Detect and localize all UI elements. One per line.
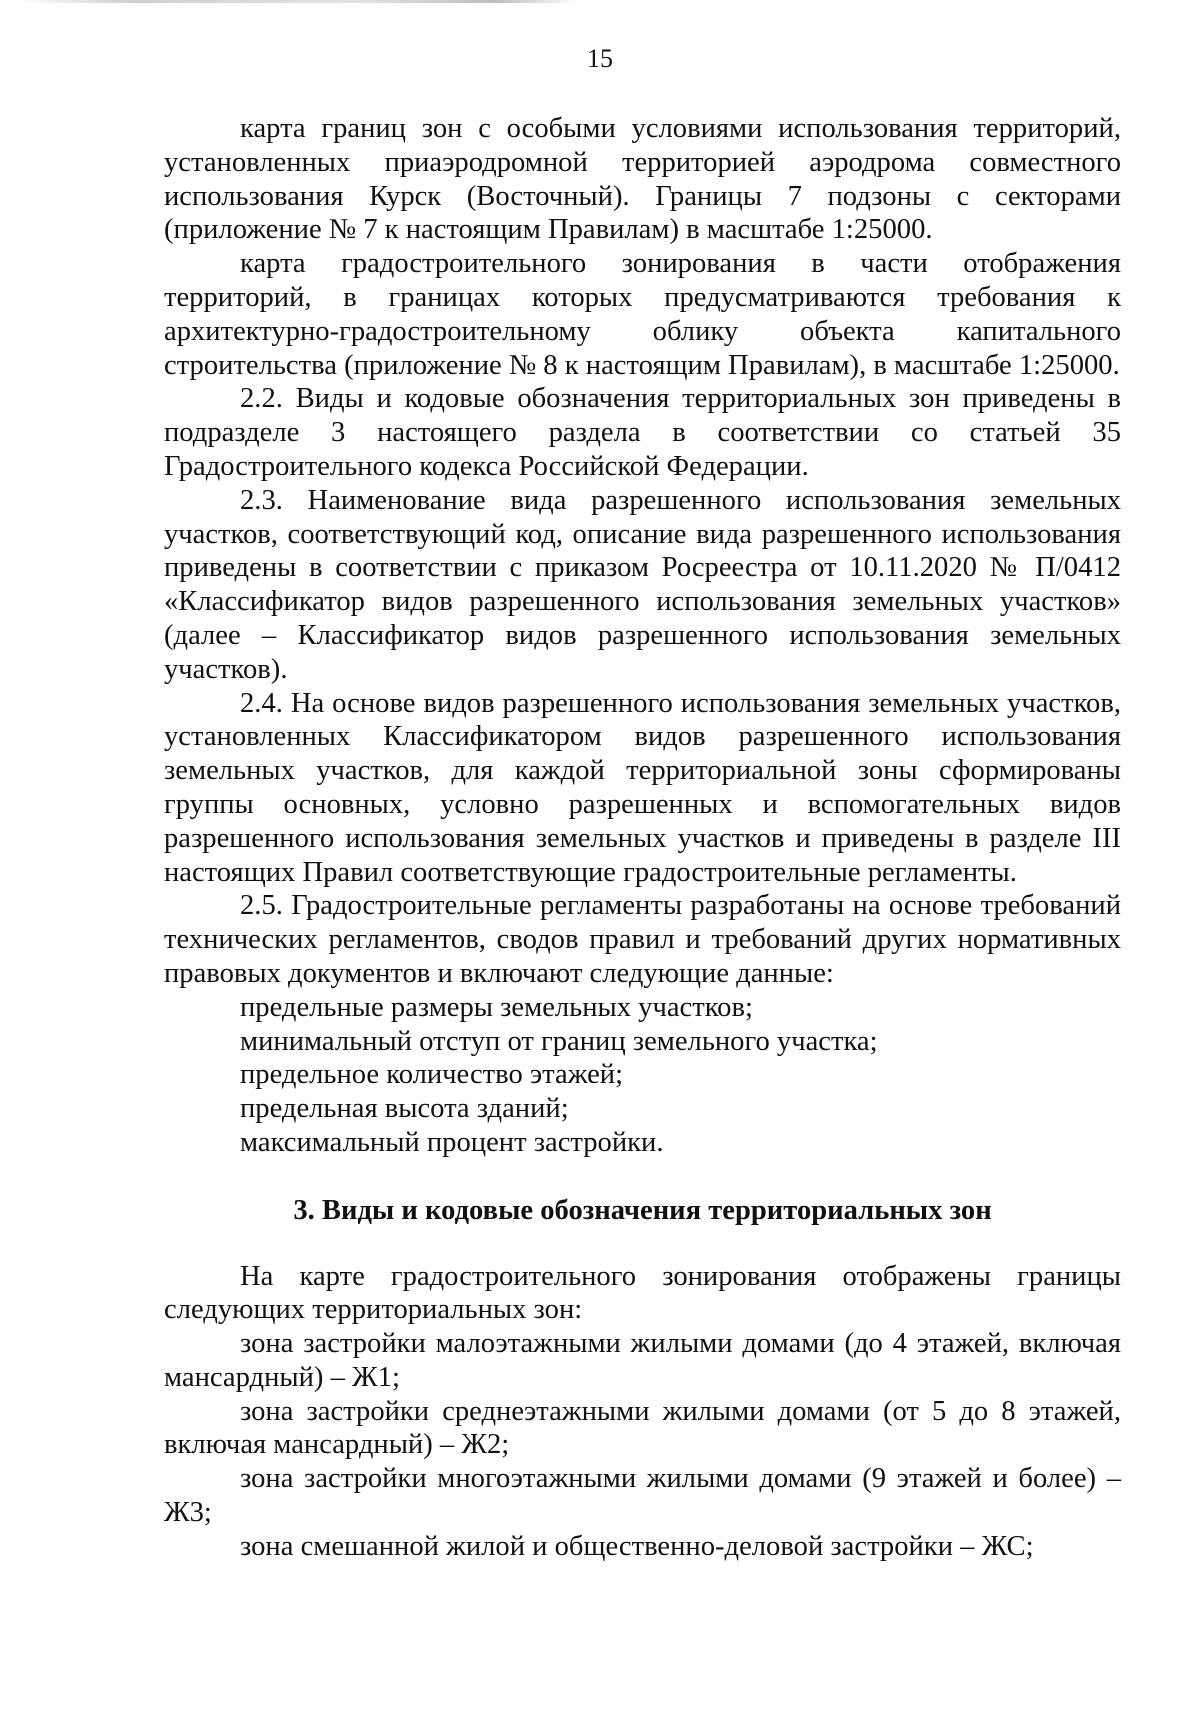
list-item: предельная высота зданий; (240, 1093, 569, 1125)
body-paragraph: 2.3. Наименование вида разрешенного использования земельных участков, соответствующий код, описание вида разрешенного использования приведены в соответствии с приказом Росреестра от 10.11.2020 № П/0412 «Классификатор видов разрешенного использования земельных участков» (далее – Классификатор видов разрешенного использования земельных участков). (164, 484, 1121, 685)
zone-list-item: зона застройки многоэтажными жилыми домами (9 этажей и более) – Ж3; (164, 1463, 1121, 1529)
body-paragraph: 2.4. На основе видов разрешенного использования земельных участков, установленных Классификатором видов разрешенного использования земельных участков, для каждой территориальной зоны сформированы группы основных, условно разрешенных и вспомогательных видов разрешенного использования земельных участков и приведены в разделе III настоящих Правил соответствующие градостроительные регламенты. (164, 687, 1121, 888)
list-item: минимальный отступ от границ земельного участка; (240, 1025, 878, 1057)
section-heading: 3. Виды и кодовые обозначения территориальных зон (293, 1194, 992, 1226)
scan-artifact (20, 0, 580, 3)
list-item: предельное количество этажей; (240, 1059, 624, 1091)
zone-list-item: зона смешанной жилой и общественно-деловой застройки – ЖС; (240, 1530, 1034, 1562)
page-number: 15 (587, 44, 613, 73)
body-paragraph: 2.5. Градостроительные регламенты разработаны на основе требований технических регламентов, сводов правил и требований других нормативных правовых документов и включают следующие данные: (164, 890, 1121, 989)
zone-list-item: зона застройки малоэтажными жилыми домами (до 4 этажей, включая мансардный) – Ж1; (164, 1328, 1121, 1393)
regulations-list (164, 991, 1121, 1160)
body-paragraph: карта градостроительного зонирования в части отображения территорий, в границах которых предусматриваются требования к архитектурно-градостроительному облику объекта капитального строительства (приложение № 8 к настоящим Правилам), в масштабе 1:25000. (164, 248, 1121, 381)
body-paragraph: На карте градостроительного зонирования отображены границы следующих территориальных зон: (164, 1260, 1121, 1326)
list-item: максимальный процент застройки. (240, 1126, 664, 1158)
body-paragraph: карта границ зон с особыми условиями использования территорий, установленных приаэродромной территорией аэродрома совместного использования Курск (Восточный). Границы 7 подзоны с секторами (приложение № 7 к настоящим Правилам) в масштабе 1:25000. (164, 113, 1121, 246)
zone-list-item: зона застройки среднеэтажными жилыми домами (от 5 до 8 этажей, включая мансардный) – Ж2; (164, 1395, 1121, 1461)
page-body (164, 112, 1121, 1564)
list-item: предельные размеры земельных участков; (240, 991, 753, 1023)
body-paragraph: 2.2. Виды и кодовые обозначения территориальных зон приведены в подразделе 3 настоящего раздела в соответствии со статьей 35 Градостроительного кодекса Российской Федерации. (164, 383, 1121, 482)
